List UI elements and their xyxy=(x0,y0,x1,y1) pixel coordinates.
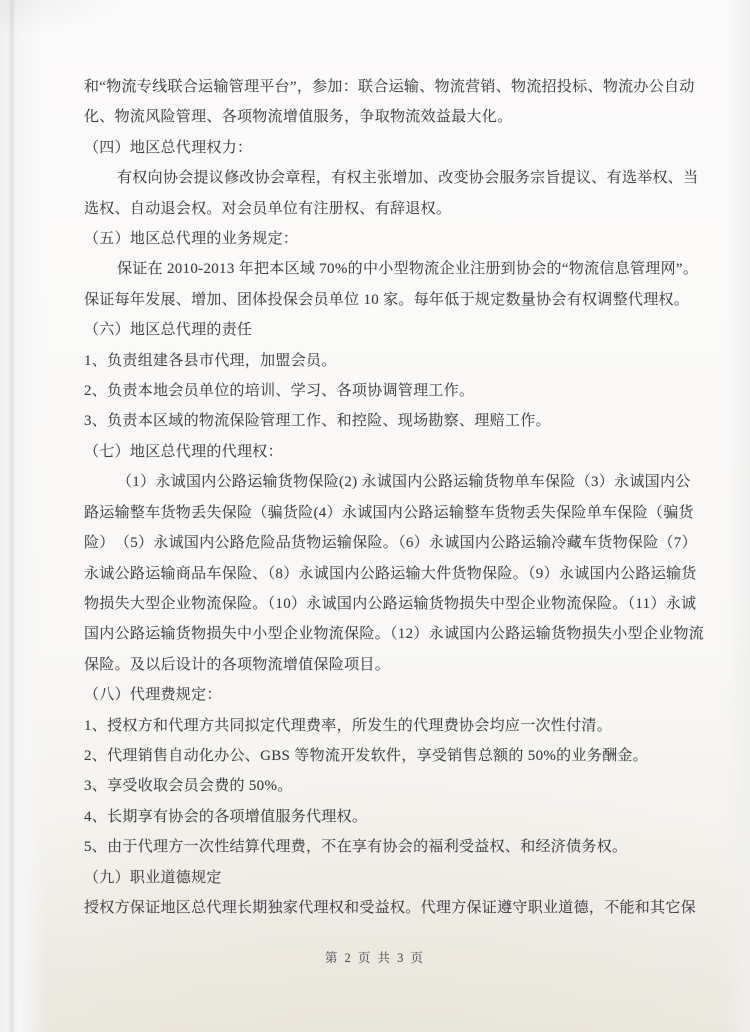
page-footer: 第 2 页 共 3 页 xyxy=(324,951,426,965)
text-line: 3、享受收取会员会费的 50%。 xyxy=(84,778,293,795)
text-line: 险） （5）永诚国内公路危险品货物运输保险。（6）永诚国内公路运输冷藏车货物保险（7） xyxy=(84,535,697,552)
text-line: 授权方保证地区总代理长期独家代理权和受益权。代理方保证遵守职业道德，不能和其它保 xyxy=(84,899,697,916)
document-text xyxy=(84,72,705,923)
text-line: 物损失大型企业物流保险。（10）永诚国内公路运输货物损失中型企业物流保险。（11）永诚 xyxy=(84,595,697,612)
text-line: 1、授权方和代理方共同拟定代理费率，所发生的代理费协会均应一次性付清。 xyxy=(84,717,613,734)
text-line: （五）地区总代理的业务规定： xyxy=(84,231,299,248)
text-line: （六）地区总代理的责任 xyxy=(84,322,253,339)
text-line: 2、负责本地会员单位的培训、学习、各项协调管理工作。 xyxy=(84,383,475,400)
text-line: 国内公路运输货物损失中小型企业物流保险。（12）永诚国内公路运输货物损失小型企业物流 xyxy=(84,626,705,643)
text-line: 化、物流风险管理、各项物流增值服务，争取物流效益最大化。 xyxy=(84,109,513,126)
text-line: 3、负责本区域的物流保险管理工作、和控险、现场勘察、理赔工作。 xyxy=(84,413,551,430)
text-line: 永诚公路运输商品车保险、（8）永诚国内公路运输大件货物保险。（9）永诚国内公路运输货 xyxy=(84,565,697,582)
text-line: 保证每年发展、增加、团体投保会员单位 10 家。每年低于规定数量协会有权调整代理权。 xyxy=(84,291,690,308)
text-line: （八）代理费规定： xyxy=(84,687,222,704)
text-line: 有权向协会提议修改协会章程，有权主张增加、改变协会服务宗旨提议、有选举权、当 xyxy=(117,170,699,187)
text-line: 路运输整车货物丢失保险（骗货险(4）永诚国内公路运输整车货物丢失保险单车保险（骗货 xyxy=(84,504,694,521)
text-line: 和“物流专线联合运输管理平台”，参加：联合运输、物流营销、物流招投标、物流办公自动 xyxy=(84,79,695,95)
text-line: （九）职业道德规定 xyxy=(84,869,222,886)
text-line: 保证在 2010-2013 年把本区域 70%的中小型物流企业注册到协会的“物流信息管理网”。 xyxy=(117,261,699,278)
text-line: 1、负责组建各县市代理，加盟会员。 xyxy=(84,352,337,369)
text-line: 2、代理销售自动化办公、GBS 等物流开发软件，享受销售总额的 50%的业务酬金。 xyxy=(84,747,648,764)
text-line: （七）地区总代理的代理权： xyxy=(84,443,283,460)
text-line: （1）永诚国内公路运输货物保险(2) 永诚国内公路运输货物单车保险（3）永诚国内公 xyxy=(117,474,691,491)
text-line: 4、长期享有协会的各项增值服务代理权。 xyxy=(84,808,368,825)
text-line: 选权、自动退会权。对会员单位有注册权、有辞退权。 xyxy=(84,200,452,217)
text-line: （四）地区总代理权力： xyxy=(84,139,253,156)
text-line: 保险。及以后设计的各项物流增值保险项目。 xyxy=(84,656,391,673)
left-crease-shadow xyxy=(9,0,15,1032)
text-line: 5、由于代理方一次性结算代理费，不在享有协会的福利受益权、和经济债务权。 xyxy=(84,839,628,856)
scan-smudge xyxy=(0,0,220,60)
